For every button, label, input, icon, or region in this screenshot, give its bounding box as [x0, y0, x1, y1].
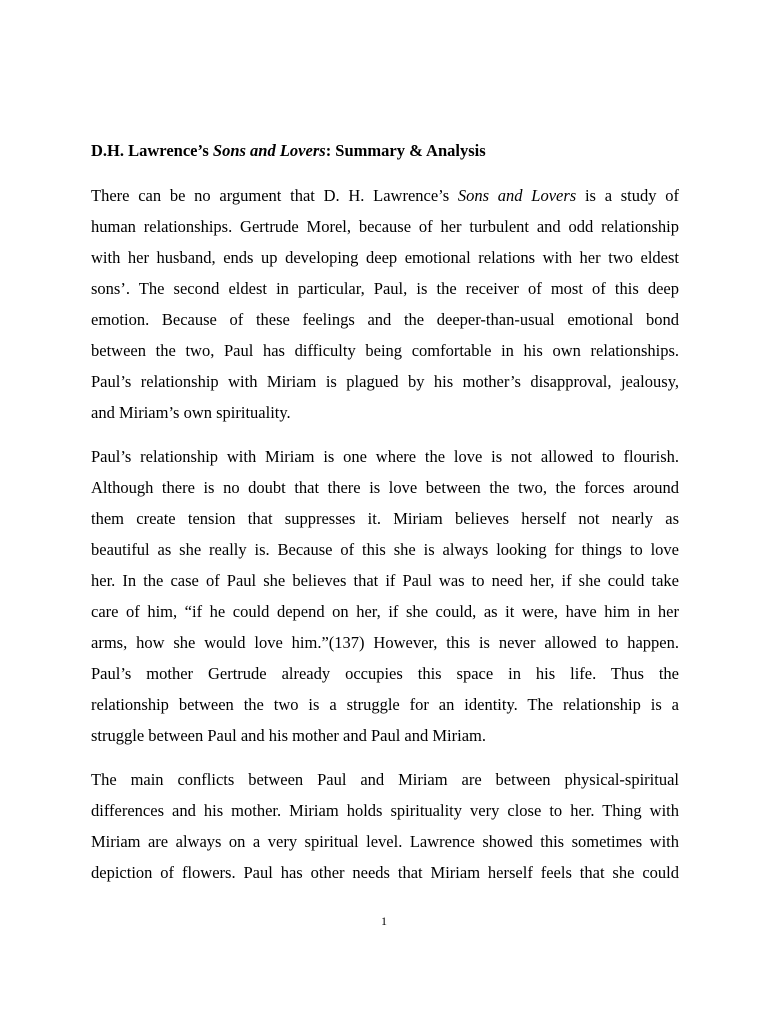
title-book-name: Sons and Lovers — [212, 141, 326, 160]
paragraph-3-line: The main conflicts between Paul and Miriam are between physical-spiritual — [91, 770, 679, 789]
paragraph-2-line: Paul’s relationship with Miriam is one where the love is not allowed to flourish. — [91, 447, 679, 466]
paragraph-2-line: Although there is no doubt that there is love between the two, the forces around — [91, 478, 679, 497]
page-number: 1 — [381, 914, 387, 928]
paragraph-3-line: depiction of flowers. Paul has other needs that Miriam herself feels that she could — [91, 863, 679, 882]
document-title — [91, 139, 691, 163]
paragraph-1-line: with her husband, ends up developing deep emotional relations with her two eldest — [91, 248, 679, 267]
paragraph-2-line: Paul’s mother Gertrude already occupies this space in his life. Thus the — [91, 664, 679, 683]
line-text: is a study of — [576, 186, 679, 205]
line-text: There can be no argument that D. H. Lawrence’s — [91, 186, 458, 205]
paragraph-3 — [91, 764, 679, 888]
paragraph-2-line: her. In the case of Paul she believes that if Paul was to need her, if she could take — [91, 571, 679, 590]
paragraph-3-line: Miriam are always on a very spiritual level. Lawrence showed this sometimes with — [91, 832, 679, 851]
paragraph-2-line: relationship between the two is a struggle for an identity. The relationship is a — [91, 695, 679, 714]
paragraph-1-line: Paul’s relationship with Miriam is plagued by his mother’s disapproval, jealousy, — [91, 372, 679, 391]
paragraph-2-line: arms, how she would love him.”(137) However, this is never allowed to happen. — [91, 633, 679, 652]
title-prefix: D.H. Lawrence’s — [91, 141, 213, 160]
paragraph-2 — [91, 441, 679, 751]
paragraph-1-line: emotion. Because of these feelings and the deeper-than-usual emotional bond — [91, 310, 679, 329]
book-name: Sons and Lovers — [457, 186, 577, 205]
paragraph-1-line: and Miriam’s own spirituality. — [91, 403, 291, 422]
title-suffix: : Summary & Analysis — [325, 141, 486, 160]
paragraph-2-line: beautiful as she really is. Because of this she is always looking for things to love — [91, 540, 679, 559]
paragraph-2-line: care of him, “if he could depend on her, if she could, as it were, have him in her — [91, 602, 679, 621]
paragraph-1-line: sons’. The second eldest in particular, Paul, is the receiver of most of this deep — [91, 279, 679, 298]
paragraph-1-line-1 — [91, 180, 679, 211]
paragraph-2-line: struggle between Paul and his mother and Paul and Miriam. — [91, 726, 487, 745]
paragraph-1 — [91, 180, 679, 428]
paragraph-1-line: human relationships. Gertrude Morel, because of her turbulent and odd relationship — [91, 217, 679, 236]
paragraph-2-line: them create tension that suppresses it. Miriam believes herself not nearly as — [91, 509, 679, 528]
paragraph-3-line: differences and his mother. Miriam holds spirituality very close to her. Thing with — [91, 801, 679, 820]
paragraph-1-line: between the two, Paul has difficulty being comfortable in his own relationships. — [91, 341, 679, 360]
